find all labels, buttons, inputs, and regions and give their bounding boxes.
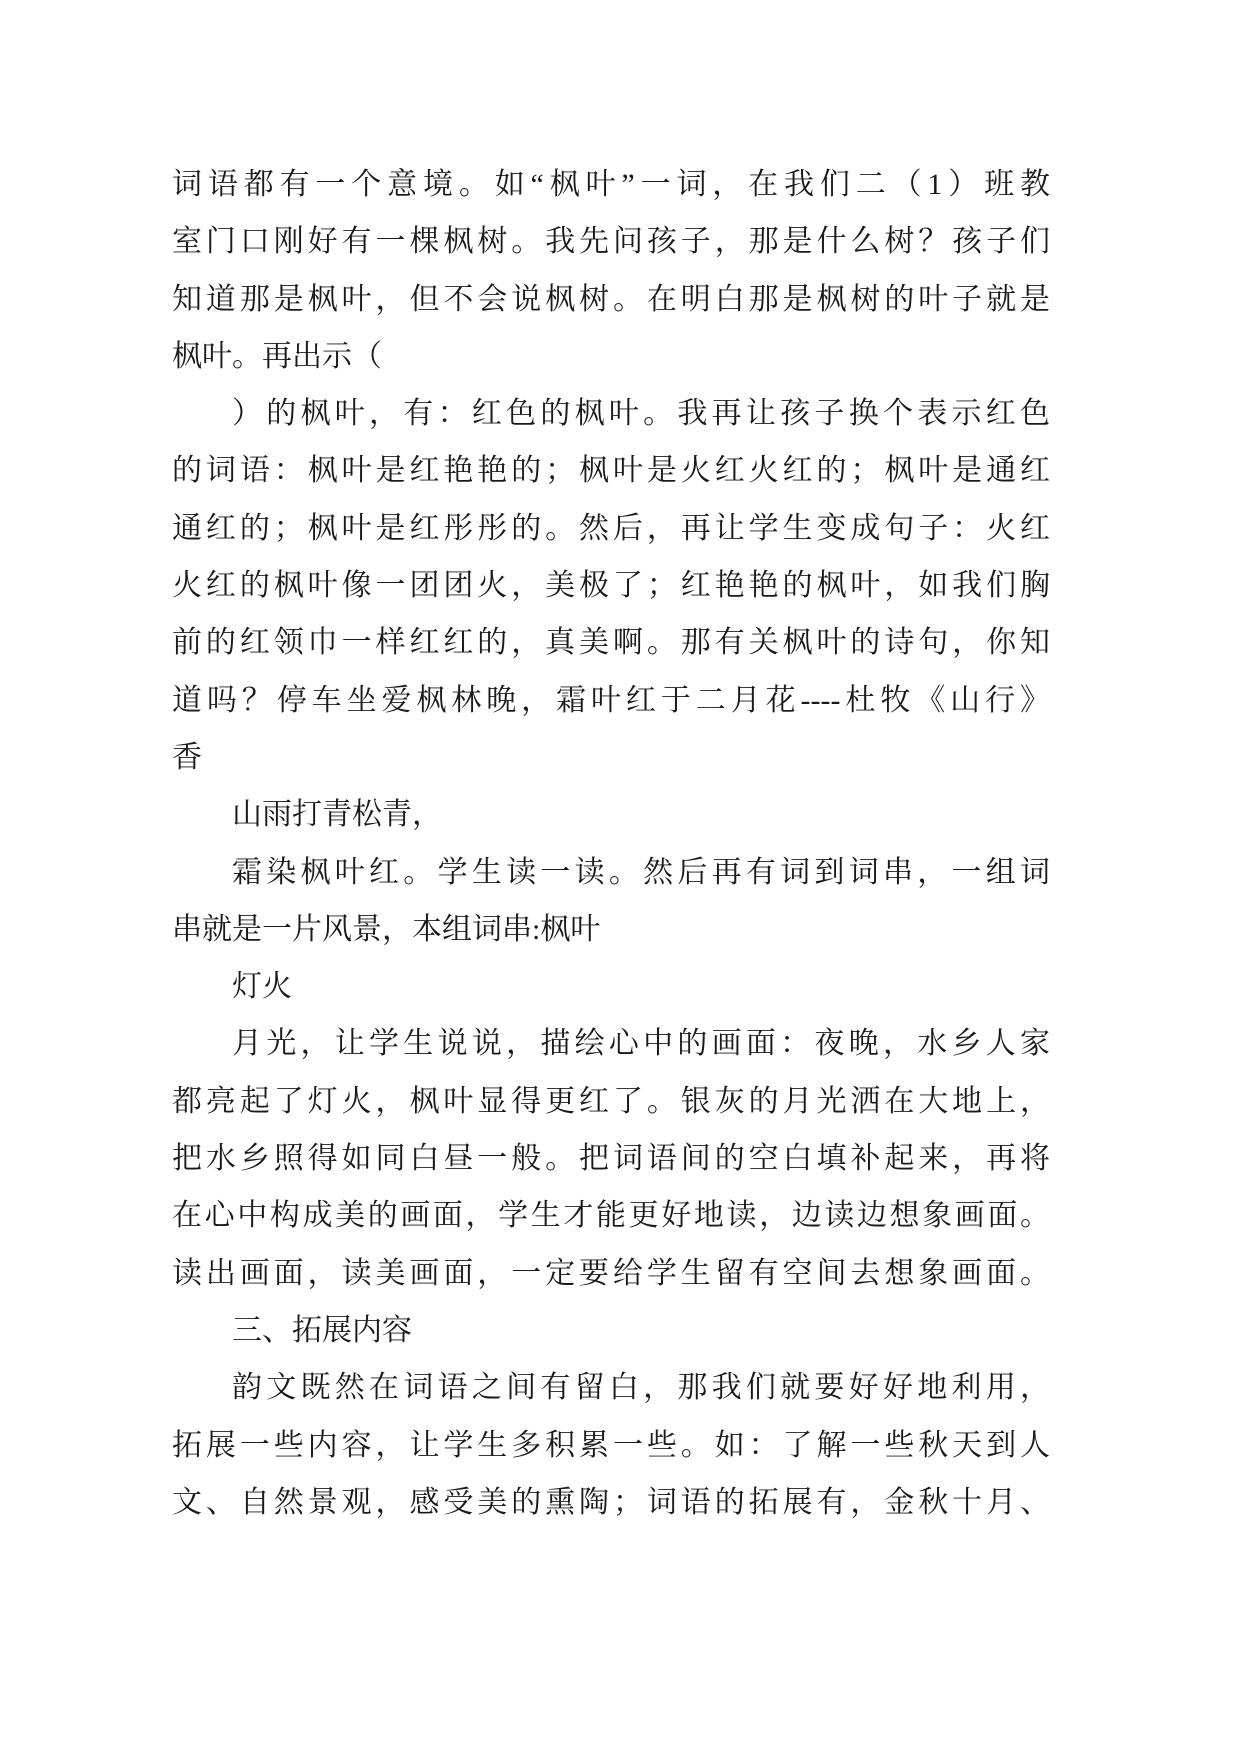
text-line: 山雨打青松青， <box>232 798 442 832</box>
text-line: 霜染枫叶红。学生读一读。然后再有词到词串，一组词 <box>232 855 1050 889</box>
text-line: 把水乡照得如同白昼一般。把词语间的空白填补起来，再将 <box>172 1142 1050 1176</box>
text-line: 枫叶。再出示（ <box>172 339 382 373</box>
text-line: 读出画面，读美画面，一定要给学生留有空间去想象画面。 <box>172 1256 1050 1290</box>
text-line: 灯火 <box>232 970 292 1004</box>
text-line: 都亮起了灯火，枫叶显得更红了。银灰的月光洒在大地上， <box>172 1084 1050 1118</box>
text-line: 韵文既然在词语之间有留白，那我们就要好好地利用， <box>232 1371 1050 1405</box>
text-line: 拓展一些内容，让学生多积累一些。如：了解一些秋天到人 <box>172 1428 1050 1462</box>
text-line: 月光，让学生说说，描绘心中的画面：夜晚，水乡人家 <box>232 1027 1050 1061</box>
text-line: 香 <box>172 740 202 774</box>
text-line: 在心中构成美的画面，学生才能更好地读，边读边想象画面。 <box>172 1199 1050 1233</box>
text-line: ）的枫叶，有：红色的枫叶。我再让孩子换个表示红色 <box>232 397 1050 431</box>
text-line: 前的红领巾一样红红的，真美啊。那有关枫叶的诗句，你知 <box>172 626 1050 660</box>
text-line: 串就是一片风景，本组词串:枫叶 <box>172 912 601 946</box>
text-line: 文、自然景观，感受美的熏陶；词语的拓展有，金秋十月、 <box>172 1485 1050 1519</box>
text-line: 词语都有一个意境。如“枫叶”一词，在我们二（1）班教 <box>172 168 1050 201</box>
text-line: 知道那是枫叶，但不会说枫树。在明白那是枫树的叶子就是 <box>172 282 1050 316</box>
section-heading: 三、拓展内容 <box>232 1313 412 1347</box>
text-line: 火红的枫叶像一团团火，美极了；红艳艳的枫叶，如我们胸 <box>172 569 1050 603</box>
body-text <box>172 156 1050 1531</box>
text-line: 室门口刚好有一棵枫树。我先问孩子，那是什么树？孩子们 <box>172 225 1050 259</box>
text-line: 通红的；枫叶是红彤彤的。然后，再让学生变成句子：火红 <box>172 511 1050 545</box>
text-line: 道吗？停车坐爱枫林晚，霜叶红于二月花----杜牧《山行》 <box>172 683 1050 717</box>
text-line: 的词语：枫叶是红艳艳的；枫叶是火红火红的；枫叶是通红 <box>172 454 1050 488</box>
